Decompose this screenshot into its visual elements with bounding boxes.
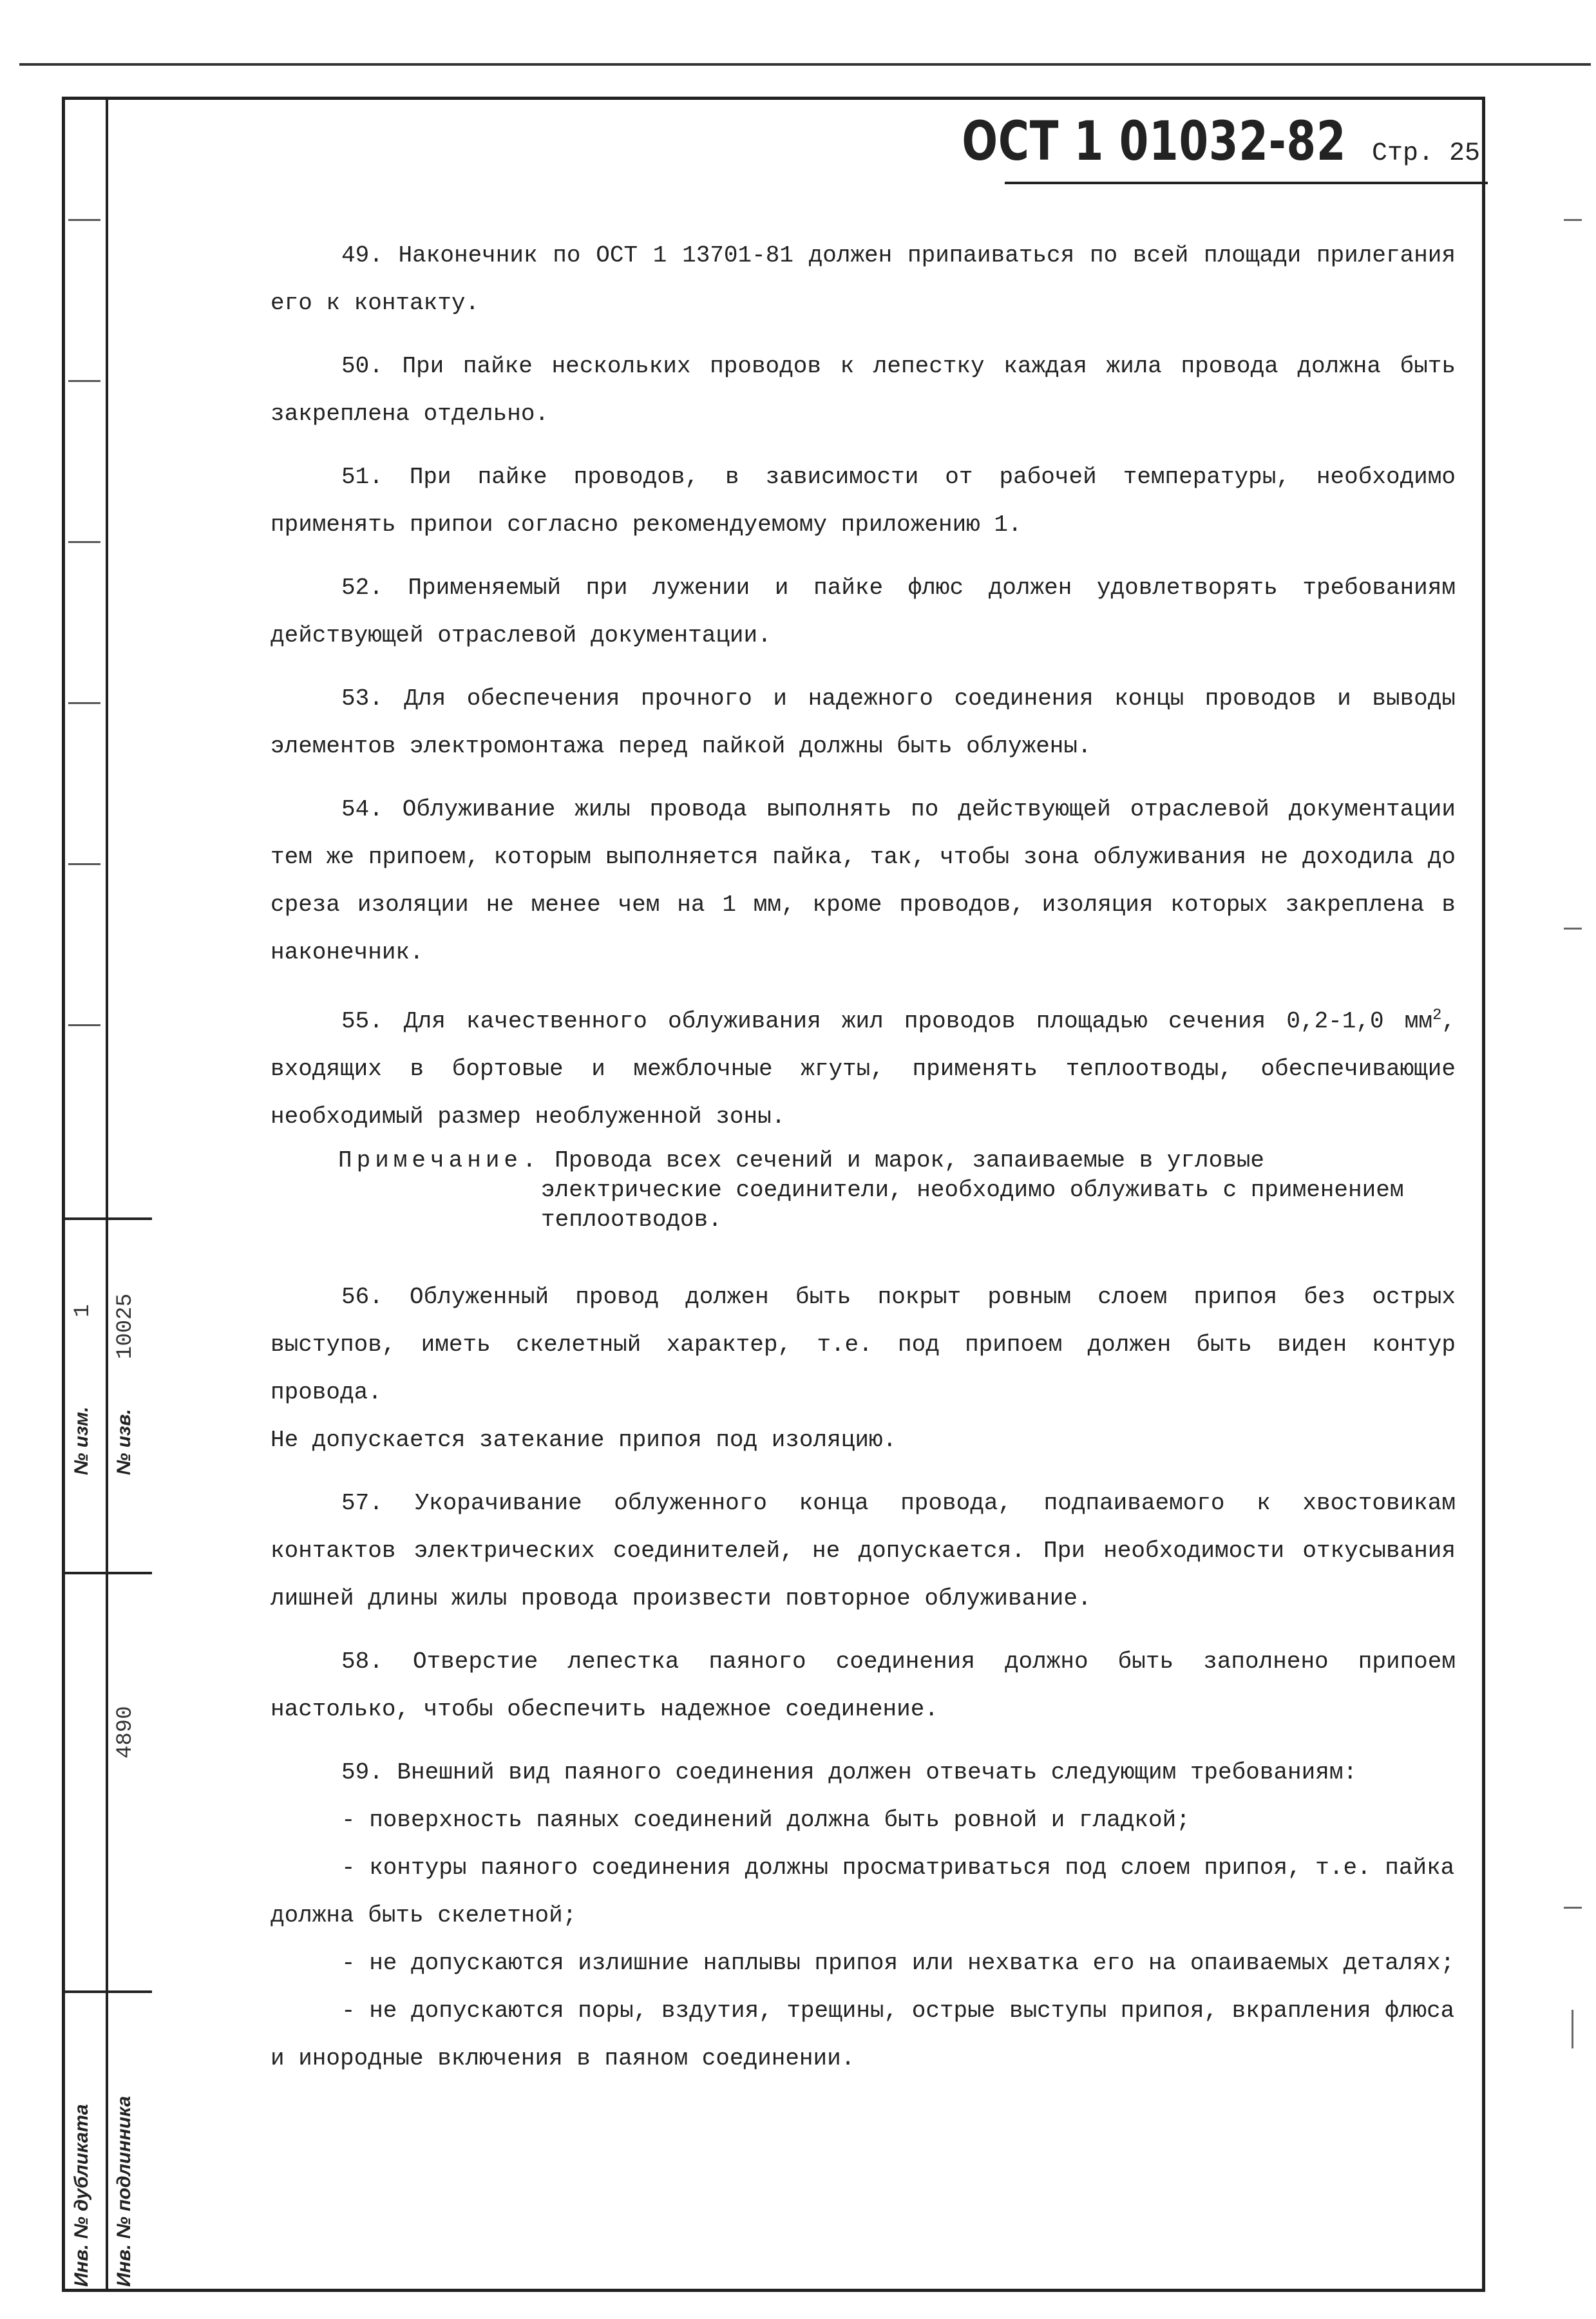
list-item [271, 343, 1456, 438]
list-item [271, 1749, 1456, 1797]
item-text: Не допускается затекание припоя под изоляцию. [271, 1427, 897, 1453]
item-text: Наконечник по ОСТ 1 13701-81 должен припаиваться по всей площади прилегания его к контакту. [271, 242, 1456, 316]
item-number: 55. [341, 1008, 383, 1035]
superscript: 2 [1432, 1007, 1442, 1024]
strip-tick [68, 541, 100, 543]
strip-tick [68, 1024, 100, 1026]
strip-tick [68, 702, 100, 704]
doc-code: ОСТ 1 01032-82 [962, 110, 1346, 173]
bullet-item: - контуры паяного соединения должны просматриваться под слоем припоя, т.е. пайка должна быть скелетной; [271, 1855, 1455, 1929]
strip-tick [68, 219, 100, 221]
bullet-item: - не допускаются излишние наплывы припоя или нехватка его на опаиваемых деталях; [341, 1950, 1455, 1976]
list-item [271, 1274, 1456, 1417]
item-number: 54. [341, 796, 383, 823]
list-item [271, 1638, 1456, 1733]
edge-tick [1564, 219, 1582, 221]
dup-inv-label: Инв. № дубликата [71, 2104, 92, 2287]
list-item [271, 232, 1456, 327]
list-item [271, 992, 1456, 1141]
item-number: 50. [341, 353, 383, 379]
note [271, 1146, 1456, 1235]
strip-tick [68, 863, 100, 865]
item-number: 52. [341, 575, 383, 601]
orig-inv-value: 4890 [113, 1706, 138, 1759]
item-number: 59. [341, 1759, 383, 1786]
item-text: Применяемый при лужении и пайке флюс должен удовлетворять требованиям действующей отраслевой документации. [271, 575, 1456, 649]
notice-no-label: № изв. [113, 1409, 135, 1475]
item-number: 49. [341, 242, 383, 269]
list-item [271, 675, 1456, 770]
edge-tick [1564, 1907, 1582, 1909]
item-number: 58. [341, 1648, 383, 1675]
item-number: 56. [341, 1284, 383, 1310]
item-text: При пайке проводов, в зависимости от рабочей температуры, необходимо применять припои согласно рекомендуемому приложению 1. [271, 464, 1456, 538]
edge-tick [1564, 928, 1582, 930]
change-no-value: 1 [71, 1304, 95, 1317]
item-text: При пайке нескольких проводов к лепестку каждая жила провода должна быть закреплена отдельно. [271, 353, 1456, 427]
notice-no-value: 10025 [113, 1293, 138, 1359]
item-text: Облуженный провод должен быть покрыт ровным слоем припоя без острых выступов, иметь скелетный характер, т.е. под припоем должен быть виден контур провода. [271, 1284, 1456, 1406]
orig-inv-label: Инв. № подлинника [113, 2095, 135, 2287]
list-item [271, 564, 1456, 660]
strip-divider [106, 97, 108, 2292]
header-rule [1005, 182, 1488, 184]
bullet-item: - поверхность паяных соединений должна быть ровной и гладкой; [341, 1807, 1190, 1833]
list-item [271, 786, 1456, 977]
item-text: , входящих в бортовые и межблочные жгуты, применять теплоотводы, обеспечивающие необходимый размер необлуженной зоны. [271, 1008, 1456, 1130]
page-header [853, 110, 1480, 173]
strip-separator [62, 1572, 152, 1574]
change-no-label: № изм. [71, 1406, 92, 1475]
bullet-item: - не допускаются поры, вздутия, трещины, острые выступы припоя, вкрапления флюса и инородные включения в паяном соединении. [271, 1998, 1455, 2072]
item-text: Облуживание жилы провода выполнять по действующей отраслевой документации тем же припоем, которым выполняется пайка, так, чтобы зона облуживания не доходила до среза изоляции не менее чем на 1 мм, кроме проводов, изоляция которых закреплена в наконечник. [271, 796, 1456, 966]
note-text: Провода всех сечений и марок, запаиваемые в угловые электрические соединители, необходимо облуживать с применением теплоотводов. [541, 1147, 1404, 1233]
document-body [271, 232, 1456, 2083]
strip-tick [68, 380, 100, 382]
item-text: Для обеспечения прочного и надежного соединения концы проводов и выводы элементов электромонтажа перед пайкой должны быть облужены. [271, 685, 1456, 759]
item-number: 51. [341, 464, 383, 490]
item-text: Внешний вид паяного соединения должен отвечать следующим требованиям: [397, 1759, 1358, 1786]
list-item-continuation [271, 1417, 1456, 1464]
item-text: Отверстие лепестка паяного соединения должно быть заполнено припоем настолько, чтобы обеспечить надежное соединение. [271, 1648, 1456, 1723]
side-strip [62, 97, 152, 2292]
note-label: Примечание. [338, 1147, 541, 1174]
item-number: 53. [341, 685, 383, 712]
page-label: Стр. 25 [1371, 139, 1480, 168]
top-rule [19, 63, 1591, 66]
item-text: Укорачивание облуженного конца провода, подпаиваемого к хвостовикам контактов электрических соединителей, не допускается. При необходимости откусывания лишней длины жилы провода произвести повторное облуживание. [271, 1490, 1456, 1612]
edge-tick [1572, 2010, 1573, 2048]
strip-separator [62, 1217, 152, 1220]
list-item [271, 453, 1456, 549]
item-text: Для качественного облуживания жил проводов площадью сечения 0,2-1,0 мм [404, 1008, 1432, 1035]
item-number: 57. [341, 1490, 383, 1516]
list-item [271, 1480, 1456, 1623]
strip-separator [62, 1990, 152, 1993]
